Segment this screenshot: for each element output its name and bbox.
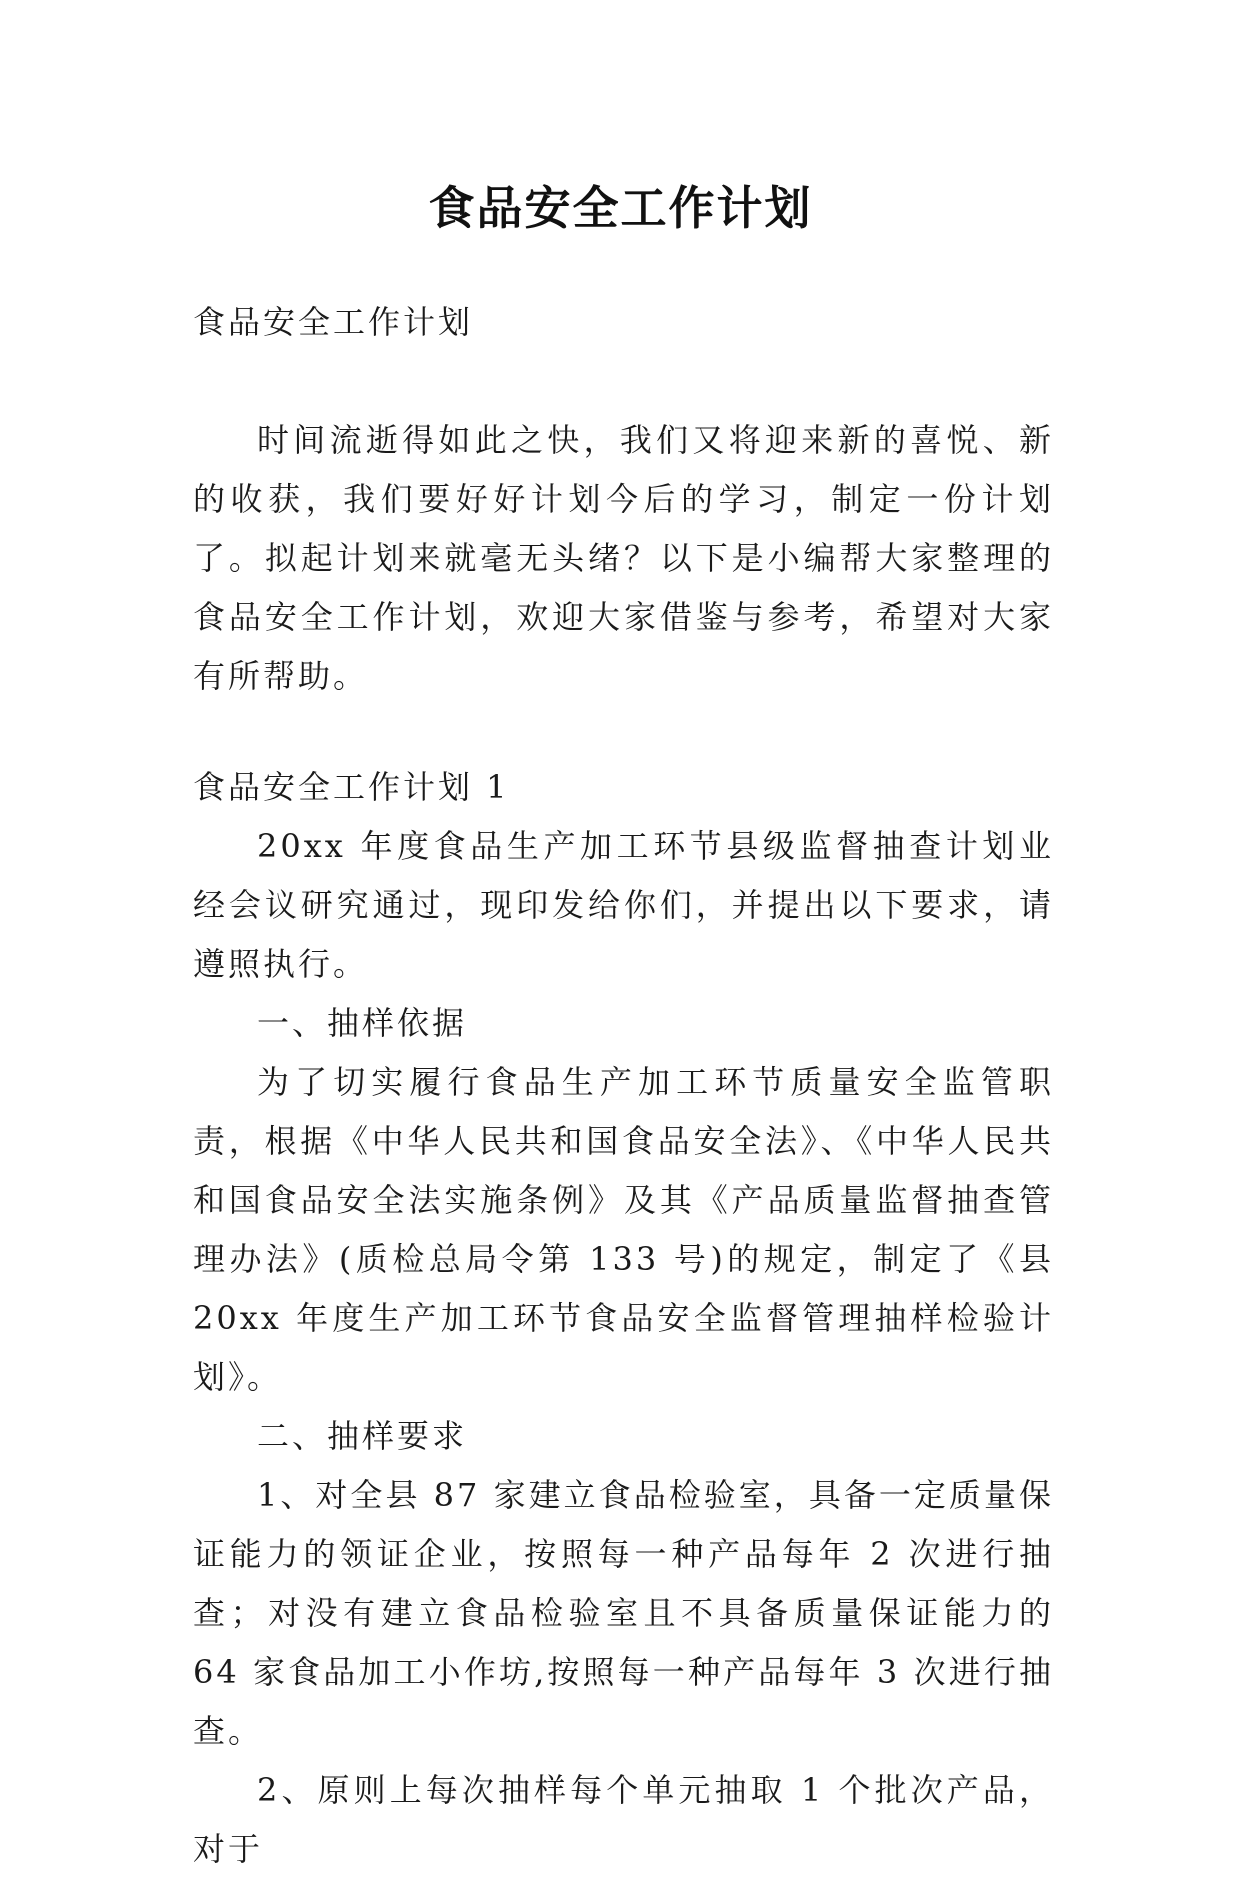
- document-title: 食品安全工作计划: [428, 180, 813, 235]
- heading-sampling-basis: 一、抽样依据: [257, 1004, 468, 1042]
- intro-paragraph: 时间流逝得如此之快，我们又将迎来新的喜悦、新的收获，我们要好好计划今后的学习，制定一份计划了。拟起计划来就毫无头绪？以下是小编帮大家整理的食品安全工作计划，欢迎大家借鉴与参考，希望对大家有所帮助。: [193, 421, 1054, 695]
- document-body: [193, 293, 1054, 1879]
- requirement-2-paragraph: 2、原则上每次抽样每个单元抽取 1 个批次产品，对于: [193, 1771, 1054, 1868]
- subtitle-paragraph: 食品安全工作计划: [193, 303, 474, 341]
- section-heading-plan-1: 食品安全工作计划 1: [193, 768, 510, 806]
- heading-sampling-requirements: 二、抽样要求: [257, 1417, 468, 1455]
- sampling-basis-paragraph: 为了切实履行食品生产加工环节质量安全监管职责，根据《中华人民共和国食品安全法》、《中华人民共和国食品安全法实施条例》及其《产品质量监督抽查管理办法》(质检总局令第 133 号)的规定，制定了《县 20xx 年度生产加工环节食品安全监督管理抽样检验计划》。: [193, 1063, 1054, 1396]
- requirement-1-paragraph: 1、对全县 87 家建立食品检验室，具备一定质量保证能力的领证企业，按照每一种产品每年 2 次进行抽查；对没有建立食品检验室且不具备质量保证能力的 64 家食品加工小作坊,按照每一种产品每年 3 次进行抽查。: [193, 1476, 1054, 1750]
- plan-intro-paragraph: 20xx 年度食品生产加工环节县级监督抽查计划业经会议研究通过，现印发给你们，并提出以下要求，请遵照执行。: [193, 827, 1054, 983]
